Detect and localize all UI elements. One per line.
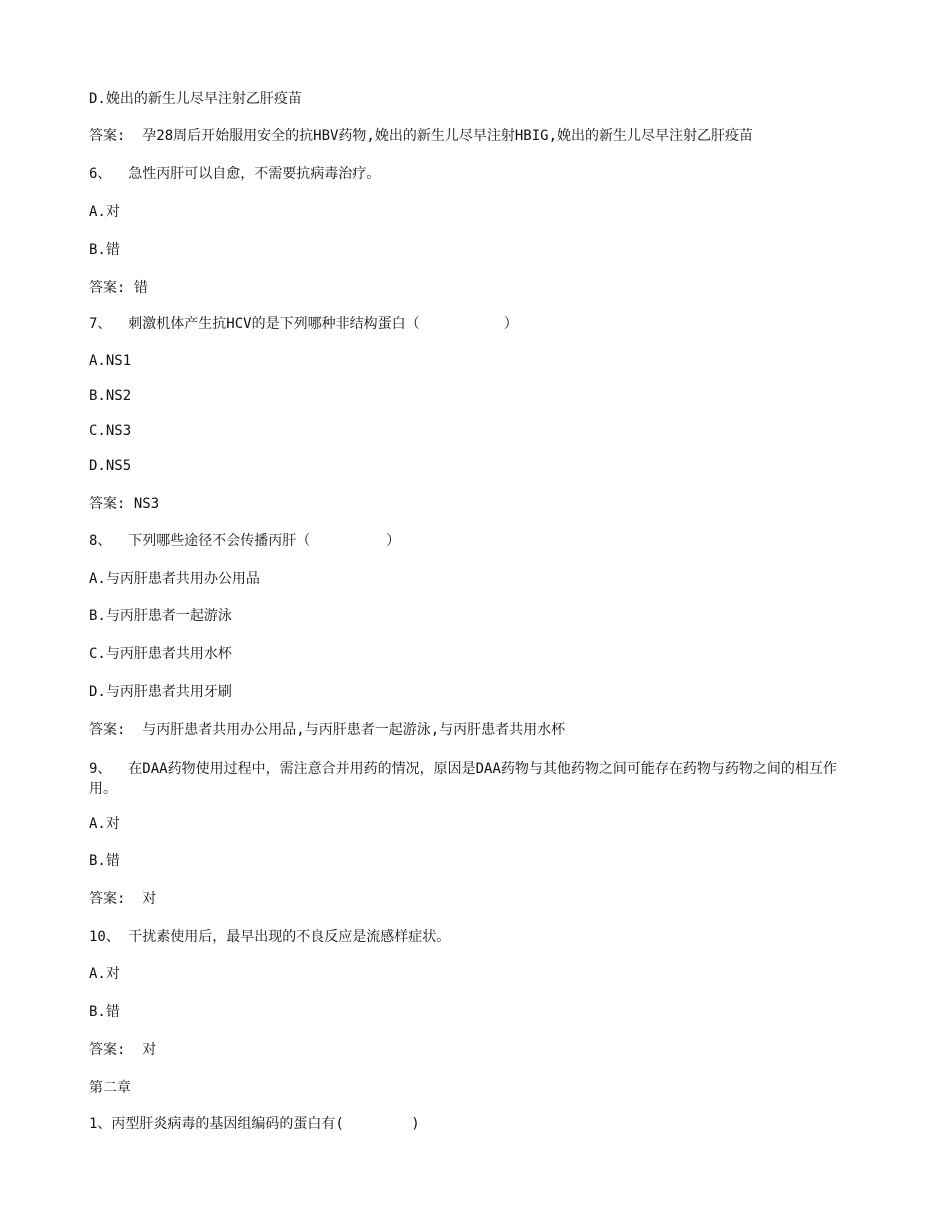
option-a-q10: A.对: [89, 966, 120, 982]
answer-q5: 答案: 孕28周后开始服用安全的抗HBV药物,娩出的新生儿尽早注射HBIG,娩出的新生儿尽早注射乙肝疫苗: [89, 128, 753, 144]
option-b-q8: B.与丙肝患者一起游泳: [89, 608, 232, 624]
question-6: 6、 急性丙肝可以自愈，不需要抗病毒治疗。: [89, 166, 381, 182]
option-c-q8: C.与丙肝患者共用水杯: [89, 646, 232, 662]
option-b-q7: B.NS2: [89, 388, 132, 404]
option-b-q9: B.错: [89, 853, 120, 869]
chapter2-question-1: 1、丙型肝炎病毒的基因组编码的蛋白有( ): [89, 1116, 420, 1132]
answer-q10: 答案: 对: [89, 1042, 157, 1058]
question-8: 8、 下列哪些途径不会传播丙肝（ ）: [89, 533, 401, 549]
option-d-q8: D.与丙肝患者共用牙刷: [89, 684, 232, 700]
option-d-q7: D.NS5: [89, 458, 132, 474]
question-10: 10、 干扰素使用后，最早出现的不良反应是流感样症状。: [89, 929, 451, 945]
option-b-q10: B.错: [89, 1004, 120, 1020]
option-d-q5: D.娩出的新生儿尽早注射乙肝疫苗: [89, 91, 302, 107]
answer-q9: 答案: 对: [89, 891, 157, 907]
option-a-q6: A.对: [89, 204, 120, 220]
option-a-q7: A.NS1: [89, 353, 132, 369]
option-b-q6: B.错: [89, 242, 120, 258]
option-a-q9: A.对: [89, 816, 120, 832]
chapter-heading: 第二章: [89, 1080, 131, 1096]
answer-q8: 答案: 与丙肝患者共用办公用品,与丙肝患者一起游泳,与丙肝患者共用水杯: [89, 722, 566, 738]
option-c-q7: C.NS3: [89, 423, 132, 439]
answer-q6: 答案: 错: [89, 280, 148, 296]
question-9: 9、 在DAA药物使用过程中，需注意合并用药的情况，原因是DAA药物与其他药物之间可能存在药物与药物之间的相互作用。: [89, 761, 837, 797]
answer-q7: 答案: NS3: [89, 496, 160, 512]
option-a-q8: A.与丙肝患者共用办公用品: [89, 571, 260, 587]
question-7: 7、 刺激机体产生抗HCV的是下列哪种非结构蛋白（ ）: [89, 316, 518, 332]
